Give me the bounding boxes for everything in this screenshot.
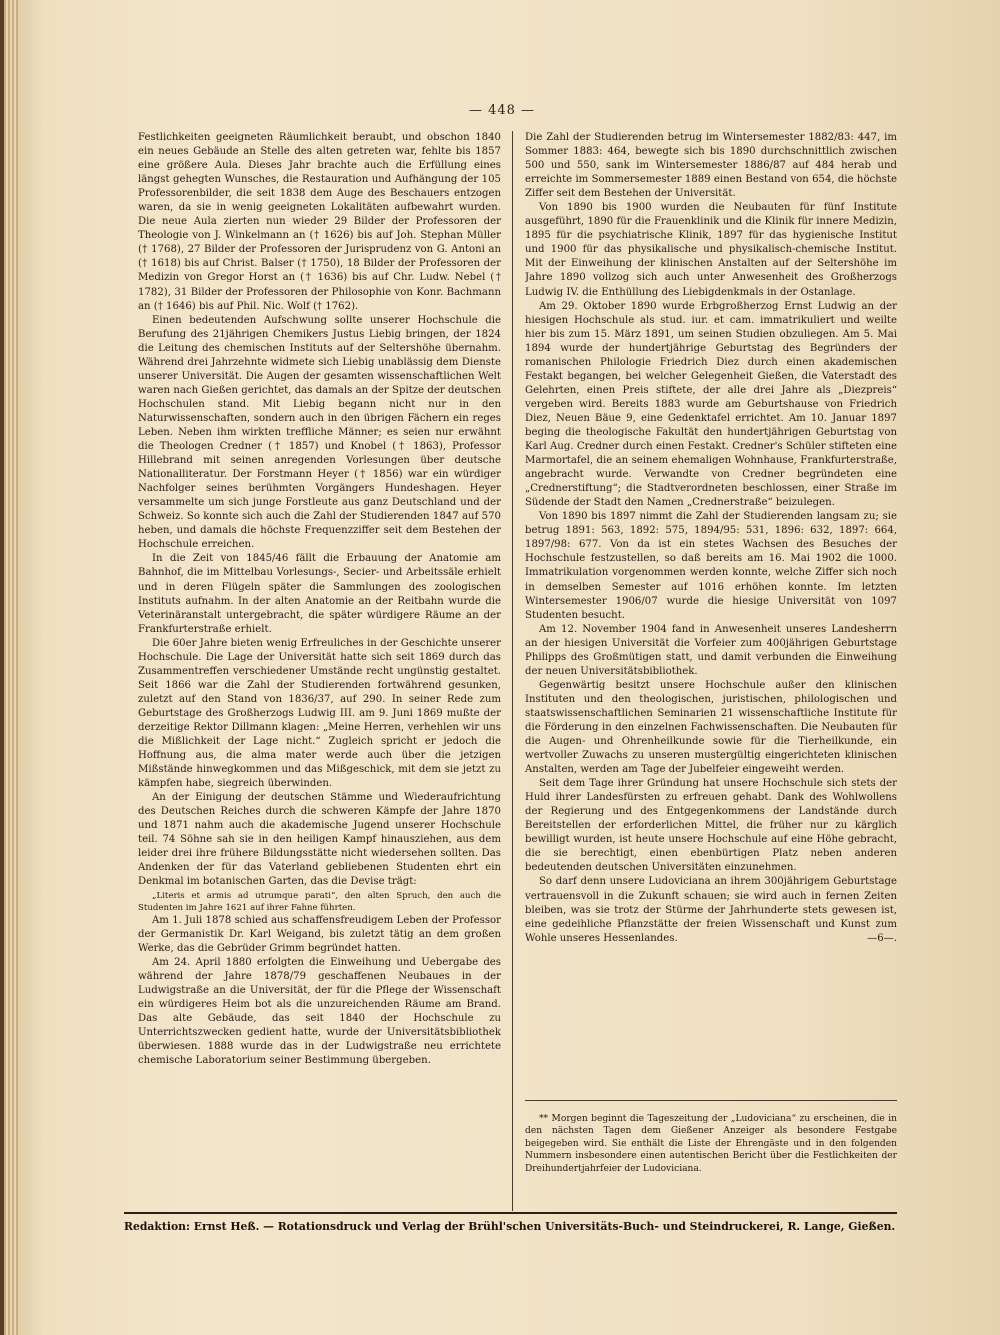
column-divider [512, 131, 513, 1211]
paragraph: Die Zahl der Studierenden betrug im Wintersemester 1882/83: 447, im Sommer 1883: 464, bewegte sich bis 1890 durchschnittlich zwischen 500 und 550, sank im Wintersemester 1886/87 auf 484 herab und erreichte im Sommersemester 1889 einen Bestand von 654, die höchste Ziffer seit dem Bestehen der Universität. [525, 132, 897, 200]
footnote: ** Morgen beginnt die Tageszeitung der „Ludoviciana“ zu erscheinen, die in den nächsten Tagen dem Gießener Anzeiger als besondere Festgabe beigegeben wird. Sie enthält die Liste der Ehrengäste und in den folgenden Nummern insbesondere einen autentischen Bericht über die Festlichkeiten der Dreihundertjahrfeier der Ludoviciana. [525, 1114, 897, 1174]
paragraph: Am 12. November 1904 fand in Anwesenheit unseres Landesherrn an der hiesigen Universität die Vorfeier zum 400jährigen Geburtstage Philipps des Großmütigen statt, und damit verbunden die Einweihung der neuen Universitätsbibliothek. [525, 623, 897, 677]
paragraph: In die Zeit von 1845/46 fällt die Erbauung der Anatomie am Bahnhof, die im Mittelbau Vorlesungs-, Secier- und Arbeitssäle erhielt und in deren Flügeln später die Sammlungen des zoologischen Instituts aufnahm. In der alten Anatomie an der Reitbahn wurde die Veterinäranstalt untergebracht, die später würdigere Räume an der Frankfurterstraße erhielt. [138, 553, 501, 635]
imprint-rule [124, 1212, 897, 1214]
paragraph: Am 1. Juli 1878 schied aus schaffensfreudigem Leben der Professor der Germanistik Dr. Karl Weigand, bis zuletzt tätig an dem großen Werke, das die Gebrüder Grimm begründet hatten. [138, 914, 501, 954]
motto-quote: „Literis et armis ad utrumque parati“, den alten Spruch, den auch die Studenten im Jahre 1621 auf ihrer Fahne führten. [138, 890, 501, 913]
paragraph: Einen bedeutenden Aufschwung sollte unserer Hochschule die Berufung des 21jährigen Chemikers Justus Liebig bringen, der 1824 die Leitung des chemischen Instituts auf der Seltershöhe übernahm. Während drei Jahrzehnte widmete sich Liebig unablässig dem Dienste unserer Universität. Die Augen der gesamten wissenschaftlichen Welt waren nach Gießen gerichtet, das damals an der Spitze der deutschen Hochschulen stand. Mit Liebig begann nicht nur in den Naturwissenschaften, sondern auch in den übrigen Fächern ein reges Leben. Neben ihm wirkten treffliche Männer; es seien nur erwähnt die Theologen Credner († 1857) und Knobel († 1863), Professor Hillebrand mit seinen anregenden Vorlesungen über deutsche Nationalliteratur. Der Forstmann Heyer († 1856) war ein würdiger Nachfolger seines berühmten Vorgängers Hundeshagen. Heyer versammelte um sich junge Forstleute aus ganz Deutschland und der Schweiz. So konnte sich auch die Zahl der Studierenden 1847 auf 570 heben, und damals die höchste Frequenzziffer seit dem Bestehen der Hochschule erreichen. [138, 314, 501, 551]
paragraph: Gegenwärtig besitzt unsere Hochschule außer den klinischen Instituten und den theologischen, juristischen, philologischen und staatswissenschaftlichen Seminarien 21 wissenschaftliche Institute für die Förderung in den einzelnen Fachwissenschaften. Die Neubauten für die Augen- und Ohrenheilkunde sowie für die Tierheilkunde, ein wertvoller Zuwachs zu unseren mustergültig eingerichteten klinischen Anstalten, werden am Tage der Jubelfeier eingeweiht werden. [525, 679, 897, 776]
paragraph: Am 29. Oktober 1890 wurde Erbgroßherzog Ernst Ludwig an der hiesigen Hochschule als stud. iur. et cam. immatrikuliert und weilte hier bis zum 15. März 1891, um seinen Studien obzuliegen. Am 5. Mai 1894 wurde der hundertjährige Geburtstag des Begründers der romanischen Philologie Friedrich Diez durch einen akademischen Festakt begangen, bei welcher Gelegenheit Gießen, die Vaterstadt des Gelehrten, einen Preis stiftete, der alle drei Jahre als „Diezpreis“ vergeben wird. Bereits 1883 wurde am Geburtshause von Friedrich Diez, Neuen Bäue 9, eine Gedenktafel errichtet. Am 10. Januar 1897 beging die theologische Fakultät den hundertjährigen Geburtstag von Karl Aug. Credner durch einen Festakt. Credner's Schüler stifteten eine Marmortafel, die an seinem ehemaligen Wohnhause, Frankfurterstraße, angebracht wurde. Verwandte von Credner begründeten eine „Crednerstiftung“; die Stadtverordneten beschlossen, einer Straße im Südende der Stadt den Namen „Crednerstraße“ beizulegen. [525, 300, 897, 509]
closing-text: So darf denn unsere Ludoviciana an ihrem 300jährigem Geburtstage vertrauensvoll in die Zukunft schauen; sie wird auch in fernen Zeiten bleiben, was sie trotz der Stürme der Jahrhunderte stets gewesen ist, eine gedeihliche Pflanzstätte der freien Wissenschaft und Kunst zum Wohle unseres Hessenlandes. [525, 876, 897, 944]
paragraph: Die 60er Jahre bieten wenig Erfreuliches in der Geschichte unserer Hochschule. Die Lage der Universität hatte sich seit 1869 durch das Zusammentreffen verschiedener Umstände recht ungünstig gestaltet. Seit 1866 war die Zahl der Studierenden fortwährend gesunken, zuletzt auf den Stand von 1836/37, auf 290. In seiner Rede zum Geburtstage des Großherzogs Ludwig III. am 9. Juni 1869 mußte der derzeitige Rektor Dillmann klagen: „Meine Herren, verhehlen wir uns die Mißlichkeit der Lage nicht.“ Zugleich spricht er jedoch die Hoffnung aus, die alma mater werde auch über die jetzigen Mißstände hinwegkommen und das Mißgeschick, mit dem sie jetzt zu kämpfen habe, siegreich überwinden. [138, 637, 501, 790]
right-column [525, 131, 897, 1203]
left-column [138, 131, 501, 1203]
newspaper-page [4, 0, 1000, 1335]
paragraph [525, 875, 897, 945]
paragraph: An der Einigung der deutschen Stämme und Wiederaufrichtung des Deutschen Reiches durch die schweren Kämpfe der Jahre 1870 und 1871 nahm auch die akademische Jugend unserer Hochschule teil. 74 Söhne sah sie in den heiligen Kampf hinausziehen, aus dem leider drei ihre frühere Bildungsstätte nicht wiedersehen sollten. Das Andenken der für das Vaterland gebliebenen Studenten ehrt ein Denkmal im botanischen Garten, das die Devise trägt: [138, 792, 501, 888]
paragraph: Von 1890 bis 1897 nimmt die Zahl der Studierenden langsam zu; sie betrug 1891: 563, 1892: 575, 1894/95: 531, 1896: 632, 1897: 664, 1897/98: 677. Von da ist ein stetes Wachsen des Besuches der Hochschule festzustellen, so daß bereits am 16. Mai 1902 die 1000. Immatrikulation vorgenommen werden konnte, welche Ziffer sich noch in demselben Semester auf 1016 erhöhen konnte. Im letzten Wintersemester 1906/07 wurde die hiesige Universität von 1097 Studenten besucht. [525, 511, 897, 621]
footnote-rule [525, 1100, 897, 1101]
imprint-line: Redaktion: Ernst Heß. — Rotationsdruck und Verlag der Brühl'schen Universitäts-Buch- und Steindruckerei, R. Lange, Gießen. [124, 1220, 896, 1233]
paragraph: Seit dem Tage ihrer Gründung hat unsere Hochschule sich stets der Huld ihrer Landesfürsten zu erfreuen gehabt. Dank des Wohlwollens der Regierung und des Entgegenkommens der Landstände durch Bereitstellen der erforderlichen Mittel, die früher nur zu kärglich bewilligt wurden, ist heute unsere Hochschule auf eine Höhe gebracht, die sie berechtigt, einen ebenbürtigen Platz neben anderen bedeutenden deutschen Universitäten einzunehmen. [525, 778, 897, 874]
paragraph: Am 24. April 1880 erfolgten die Einweihung und Uebergabe des während der Jahre 1878/79 geschaffenen Neubaues in der Ludwigstraße an die Universität, der für die Pflege der Wissenschaft ein würdigeres Heim bot als die unzureichenden Räume am Brand. Das alte Gebäude, das seit 1840 der Hochschule zu Unterrichtszwecken gedient hatte, wurde der Universitätsbibliothek überwiesen. 1888 wurde das in der Ludwigstraße neu errichtete chemische Laboratorium seiner Bestimmung übergeben. [138, 956, 501, 1066]
paragraph: Festlichkeiten geeigneten Räumlichkeit beraubt, und obschon 1840 ein neues Gebäude an Stelle des alten getreten war, fehlte bis 1857 eine größere Aula. Dieses Jahr brachte auch die Erfüllung eines längst gehegten Wunsches, die Restauration und Aufhängung der 105 Professorenbilder, die seit 1838 dem Auge des Beschauers entzogen waren, da sie in wenig geeigneten Lokalitäten aufbewahrt wurden. Die neue Aula zierten nun wieder 29 Bilder der Professoren der Theologie von J. Winkelmann an († 1626) bis auf Joh. Stephan Müller († 1768), 27 Bilder der Professoren der Jurisprudenz von G. Antoni an († 1618) bis auf Christ. Balser († 1750), 18 Bilder der Professoren der Medizin von Gregor Horst an († 1636) bis auf Chr. Ludw. Nebel († 1782), 31 Bilder der Professoren der Philosophie von Konr. Bachmann an († 1646) bis auf Phil. Nic. Wolf († 1762). [138, 132, 501, 312]
author-signature: —6—. [867, 932, 897, 944]
paragraph: Von 1890 bis 1900 wurden die Neubauten für fünf Institute ausgeführt, 1890 für die Frauenklinik und die Klinik für innere Medizin, 1895 für die psychiatrische Klinik, 1897 für das hygienische Institut und 1900 für das physikalische und physikalisch-chemische Institut. Mit der Einweihung der klinischen Anstalten auf der Seltershöhe im Jahre 1890 vollzog sich auch unter Anwesenheit des Großherzogs Ludwig IV. die Enthüllung des Liebigdenkmals in der Ostanlage. [525, 202, 897, 298]
page-edge-shadow [4, 0, 18, 1335]
page-number: — 448 — [468, 103, 536, 118]
